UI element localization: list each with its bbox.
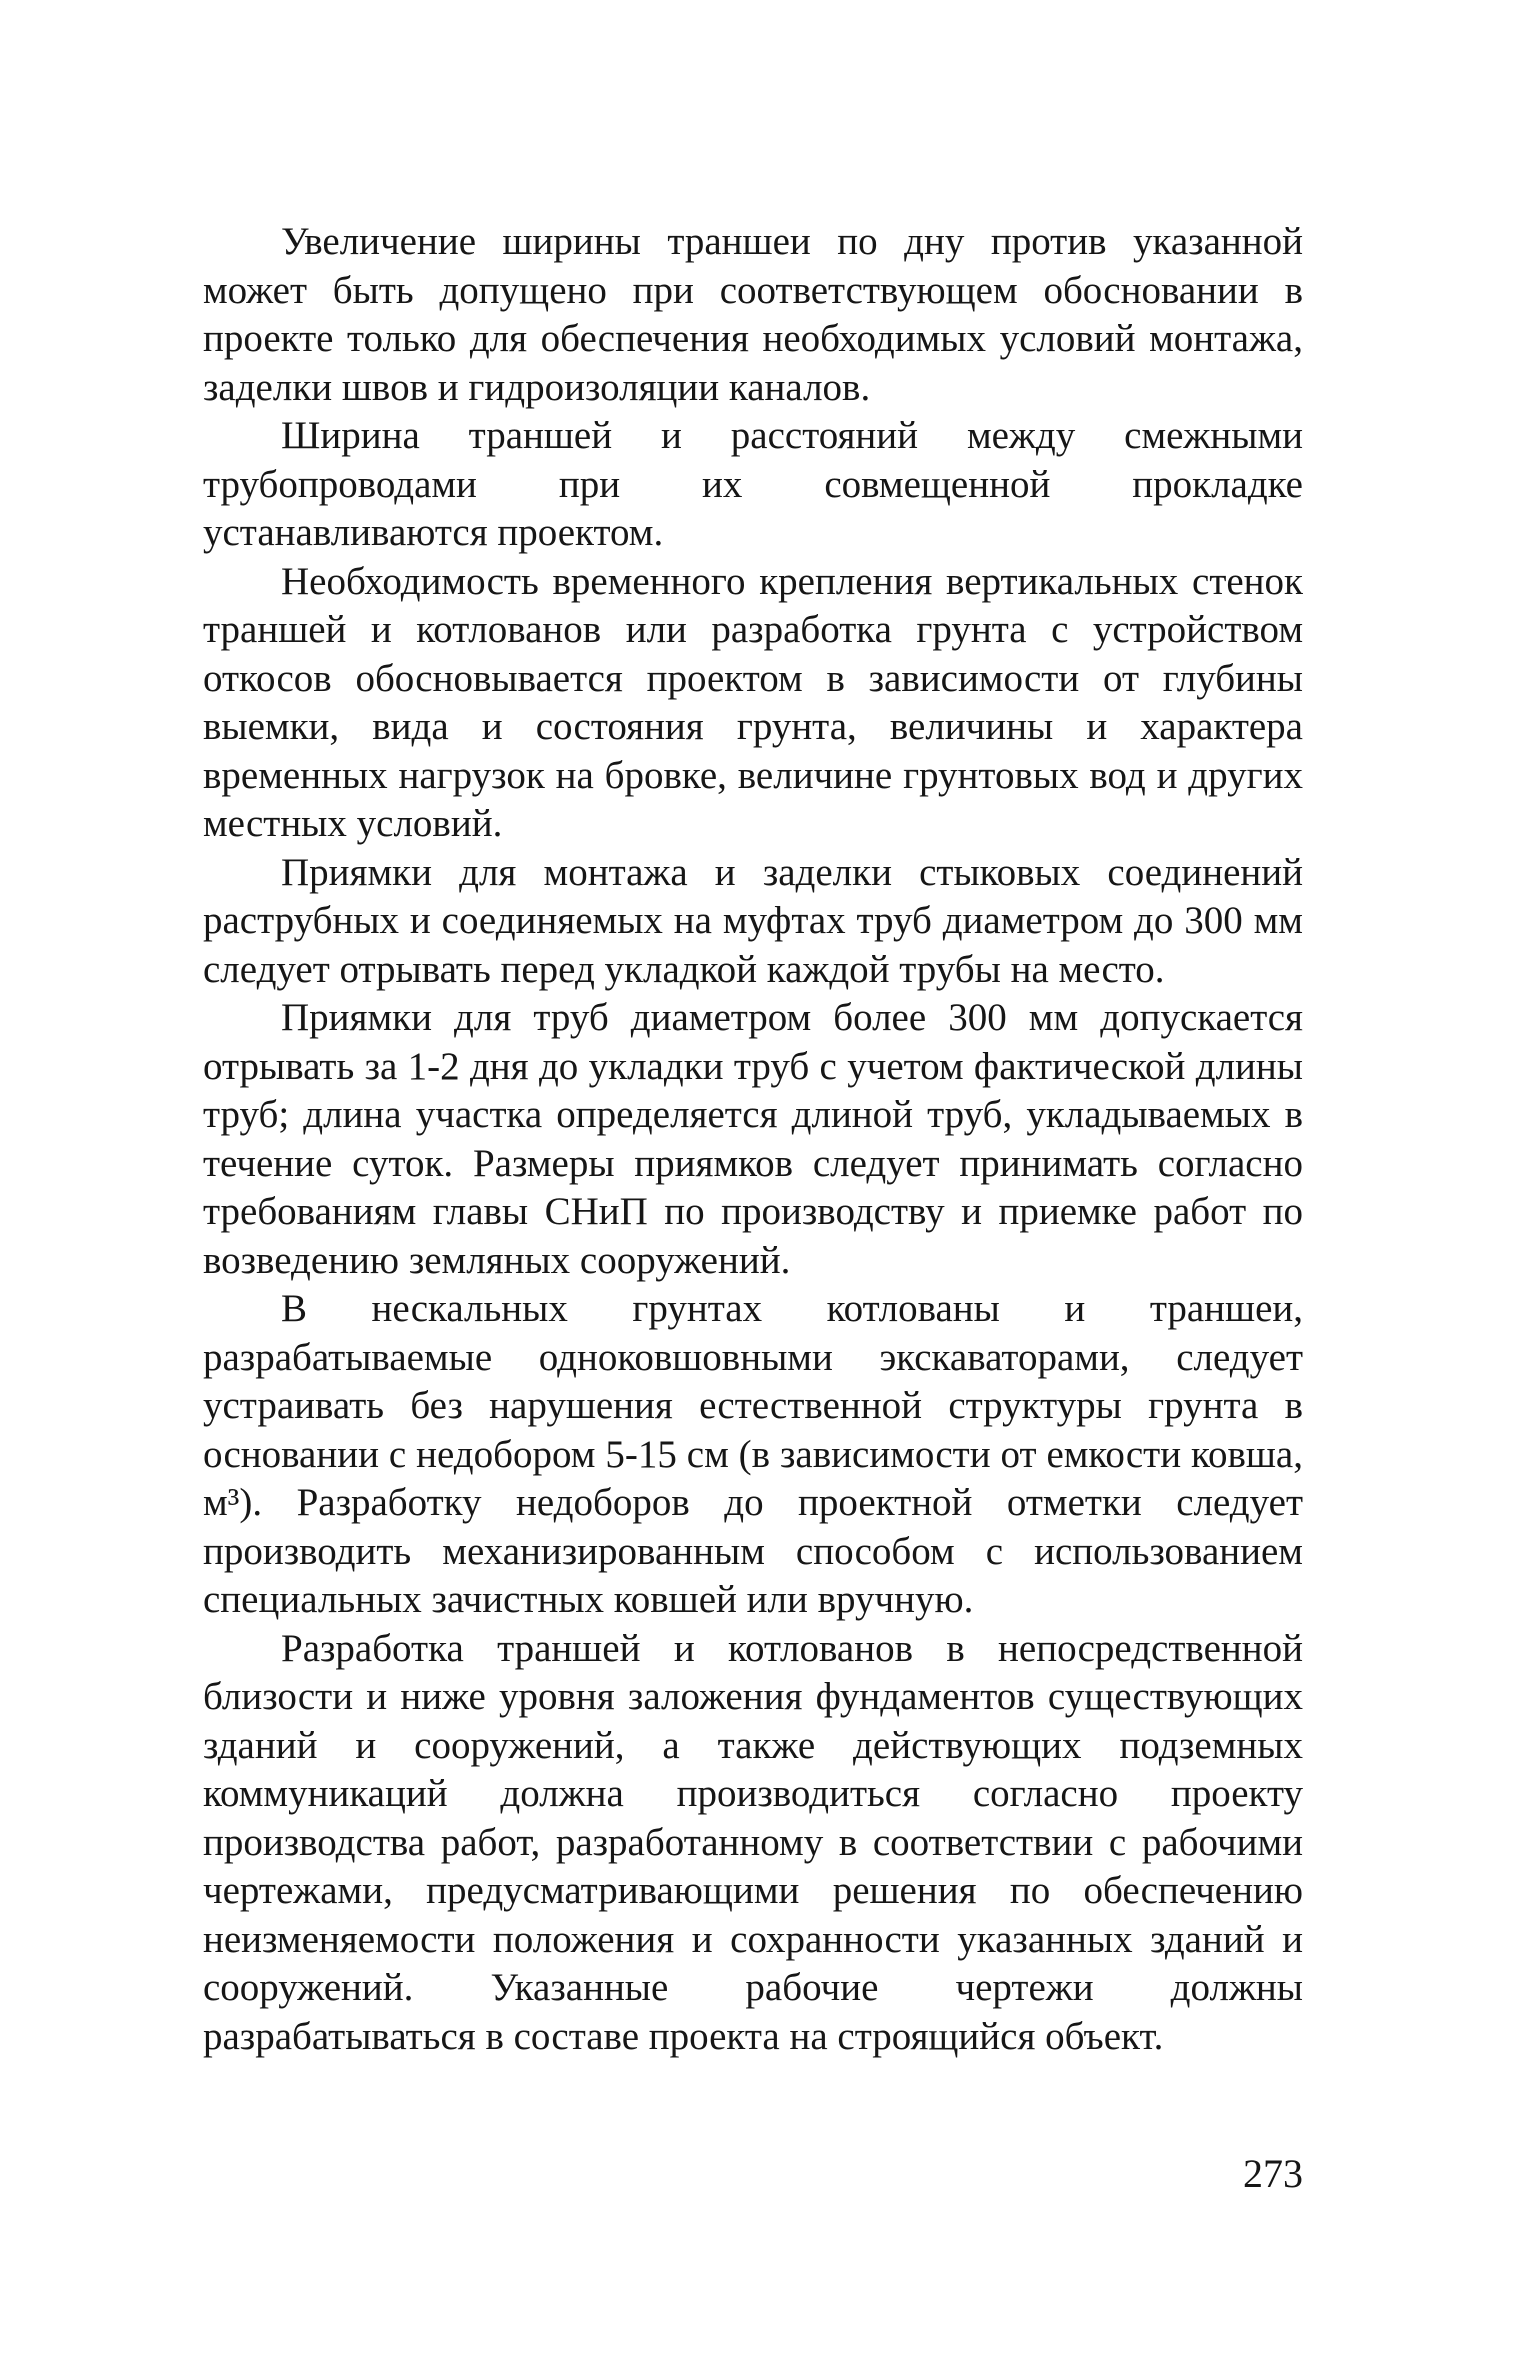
page-number: 273 <box>1243 2151 1303 2196</box>
paragraph-3: Необходимость временного крепления вертикальных стенок траншей и котлованов или разработка грунта с устройством откосов обосновывается проектом в зависимости от глубины выемки, вида и состояния грунта, величины и характера временных нагрузок на бровке, величине грунтовых вод и других местных условий. <box>203 559 1303 845</box>
paragraph-1: Увеличение ширины траншеи по дну против указанной может быть допущено при соответствующем обосновании в проекте только для обеспечения необходимых условий монтажа, заделки швов и гидроизоляции каналов. <box>203 220 1303 409</box>
paragraph-7: Разработка траншей и котлованов в непосредственной близости и ниже уровня заложения фундаментов существующих зданий и сооружений, а также действующих подземных коммуникаций должна производиться согласно проекту производства работ, разработанному в соответствии с рабочими чертежами, предусматривающими решения по обеспечению неизменяемости положения и сохранности указанных зданий и сооружений. Указанные рабочие чертежи должны разрабатываться в составе проекта на строящийся объект. <box>203 1626 1303 2058</box>
body-text <box>203 218 1303 2061</box>
paragraph-2: Ширина траншей и расстояний между смежными трубопроводами при их совмещенной прокладке устанавливаются проектом. <box>203 414 1303 554</box>
paragraph-6: В нескальных грунтах котлованы и траншеи, разрабатываемые одноковшовными экскаваторами, следует устраивать без нарушения естественной структуры грунта в основании с недобором 5-15 см (в зависимости от емкости ковша, м³). Разработку недоборов до проектной отметки следует производить механизированным способом с использованием специальных зачистных ковшей или вручную. <box>203 1287 1303 1621</box>
paragraph-5: Приямки для труб диаметром более 300 мм допускается отрывать за 1-2 дня до укладки труб с учетом фактической длины труб; длина участка определяется длиной труб, укладываемых в течение суток. Размеры приямков следует принимать согласно требованиям главы СНиП по производству и приемке работ по возведению земляных сооружений. <box>203 996 1303 1282</box>
paragraph-4: Приямки для монтажа и заделки стыковых соединений раструбных и соединяемых на муфтах труб диаметром до 300 мм следует отрывать перед укладкой каждой трубы на место. <box>203 850 1303 991</box>
